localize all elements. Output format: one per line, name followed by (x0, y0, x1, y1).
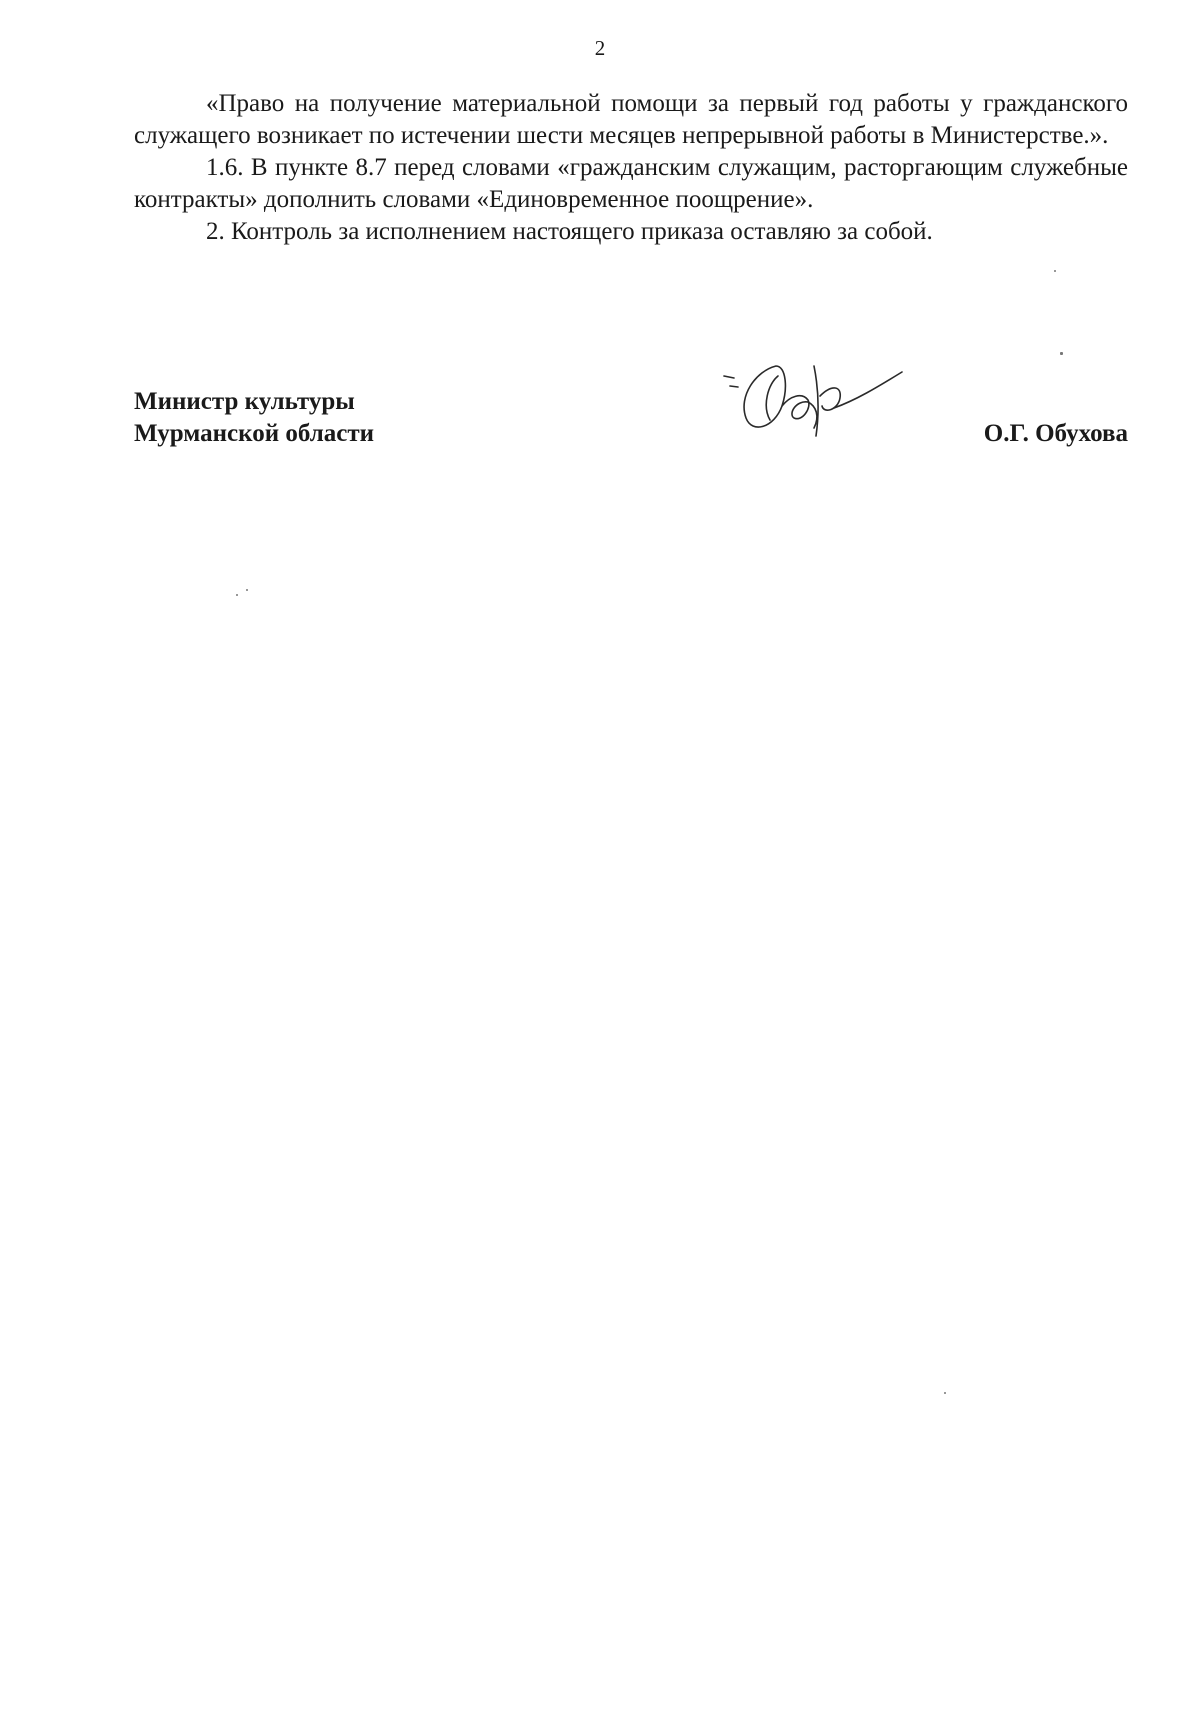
page-number: 2 (594, 36, 606, 60)
paragraph-item-1-6: 1.6. В пункте 8.7 перед словами «гражданским служащим, расторгающим служебные контракты» дополнить словами «Единовременное поощрение». (134, 154, 1128, 213)
handwritten-signature-icon (716, 336, 916, 456)
paragraph-material-aid: «Право на получение материальной помощи за первый год работы у гражданского служащего возникает по истечении шести месяцев непрерывной работы в Министерстве.». (134, 90, 1128, 149)
scan-speck (944, 1392, 946, 1394)
scan-speck (246, 589, 248, 591)
scan-speck (236, 594, 238, 596)
paragraph-item-2-control: 2. Контроль за исполнением настоящего приказа оставляю за собой. (206, 218, 933, 245)
document-body (134, 88, 1128, 248)
scan-speck (1060, 352, 1063, 355)
signatory-name: О.Г. Обухова (983, 420, 1128, 447)
signatory-position (134, 386, 374, 450)
scan-speck (1054, 270, 1056, 272)
signatory-position-line2: Мурманской области (134, 420, 375, 447)
signatory-position-line1: Министр культуры (134, 388, 355, 415)
